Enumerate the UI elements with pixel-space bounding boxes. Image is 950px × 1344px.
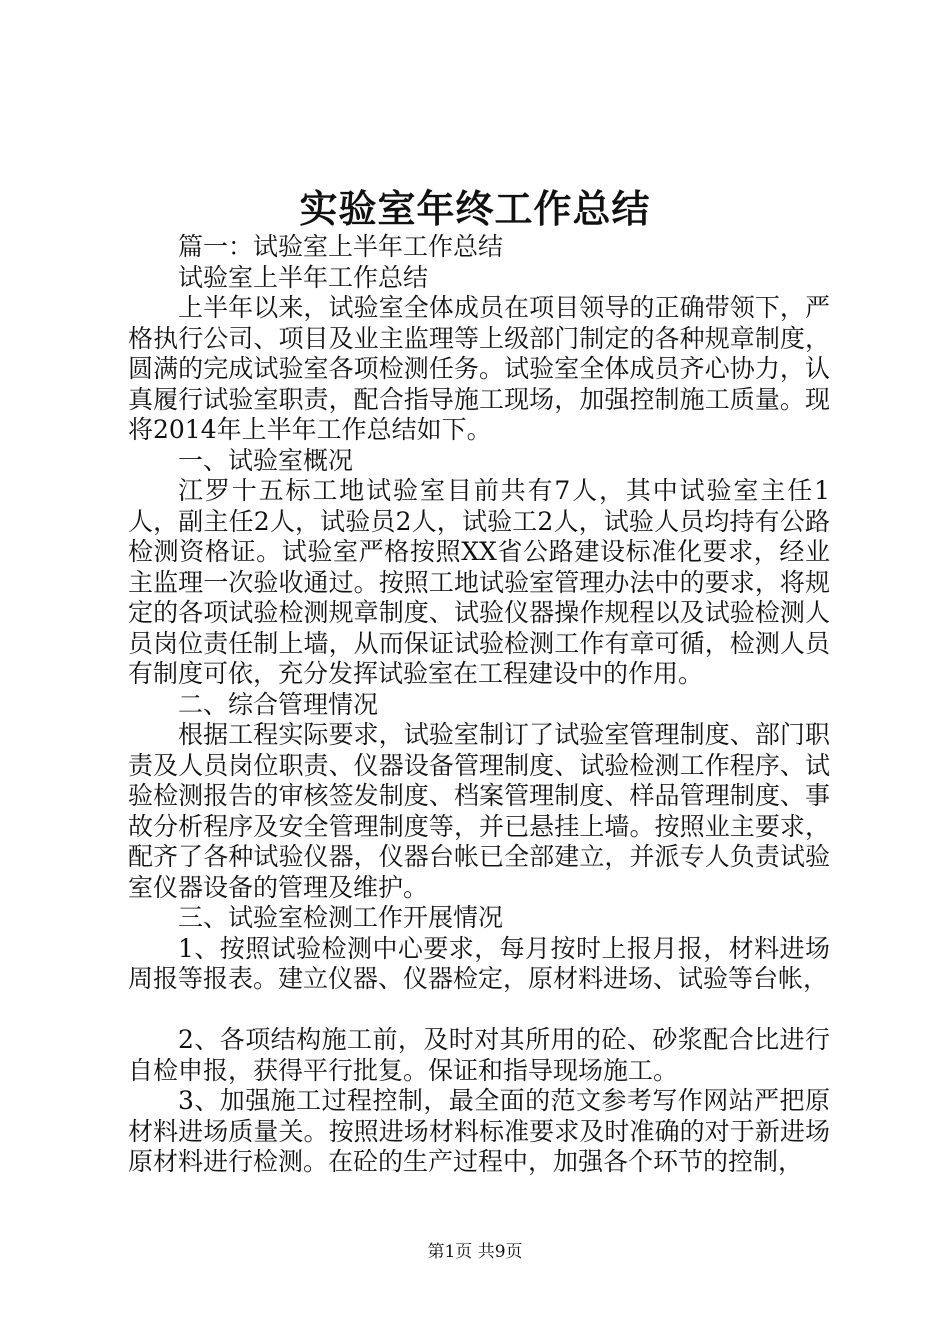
- document-body: [128, 232, 830, 1178]
- paragraph-item-1: 1、按照试验检测中心要求，每月按时上报月报，材料进场周报等报表。建立仪器、仪器检定，原材料进场、试验等台帐，: [128, 933, 830, 993]
- paragraph-intro: 上半年以来，试验室全体成员在项目领导的正确带领下，严格执行公司、项目及业主监理等上级部门制定的各种规章制度，圆满的完成试验室各项检测任务。试验室全体成员齐心协力，认真履行试验室职责，配合指导施工现场，加强控制施工质量。现将2014年上半年工作总结如下。: [128, 293, 830, 444]
- paragraph-item-3: 3、加强施工过程控制，最全面的范文参考写作网站严把原材料进场质量关。按照进场材料标准要求及时准确的对于新进场原材料进行检测。在砼的生产过程中，加强各个环节的控制，: [128, 1086, 830, 1176]
- paragraph-overview: 江罗十五标工地试验室目前共有7人，其中试验室主任1人，副主任2人，试验员2人，试验工2人，试验人员均持有公路检测资格证。试验室严格按照XX省公路建设标准化要求，经业主监理一次验收通过。按照工地试验室管理办法中的要求，将规定的各项试验检测规章制度、试验仪器操作规程以及试验检测人员岗位责任制上墙，从而保证试验检测工作有章可循，检测人员有制度可依，充分发挥试验室在工程建设中的作用。: [128, 476, 830, 688]
- paragraph-item-2: 2、各项结构施工前，及时对其所用的砼、砂浆配合比进行自检申报，获得平行批复。保证和指导现场施工。: [128, 1025, 830, 1085]
- paragraph-subtitle: 试验室上半年工作总结: [178, 262, 429, 292]
- document-title: 实验室年终工作总结: [299, 187, 651, 231]
- paragraph-heading-management: 二、综合管理情况: [178, 689, 379, 719]
- paragraph-heading-overview: 一、试验室概况: [178, 445, 354, 475]
- paragraph-heading-testing: 三、试验室检测工作开展情况: [178, 903, 504, 932]
- page-footer: 第1页 共9页: [427, 1242, 523, 1262]
- paragraph-section-heading: 篇一：试验室上半年工作总结: [178, 232, 504, 261]
- paragraph-management: 根据工程实际要求，试验室制订了试验室管理制度、部门职责及人员岗位职责、仪器设备管理制度、试验检测工作程序、试验检测报告的审核签发制度、档案管理制度、样品管理制度、事故分析程序及安全管理制度等，并已悬挂上墙。按照业主要求，配齐了各种试验仪器，仪器台帐已全部建立，并派专人负责试验室仪器设备的管理及维护。: [128, 720, 830, 902]
